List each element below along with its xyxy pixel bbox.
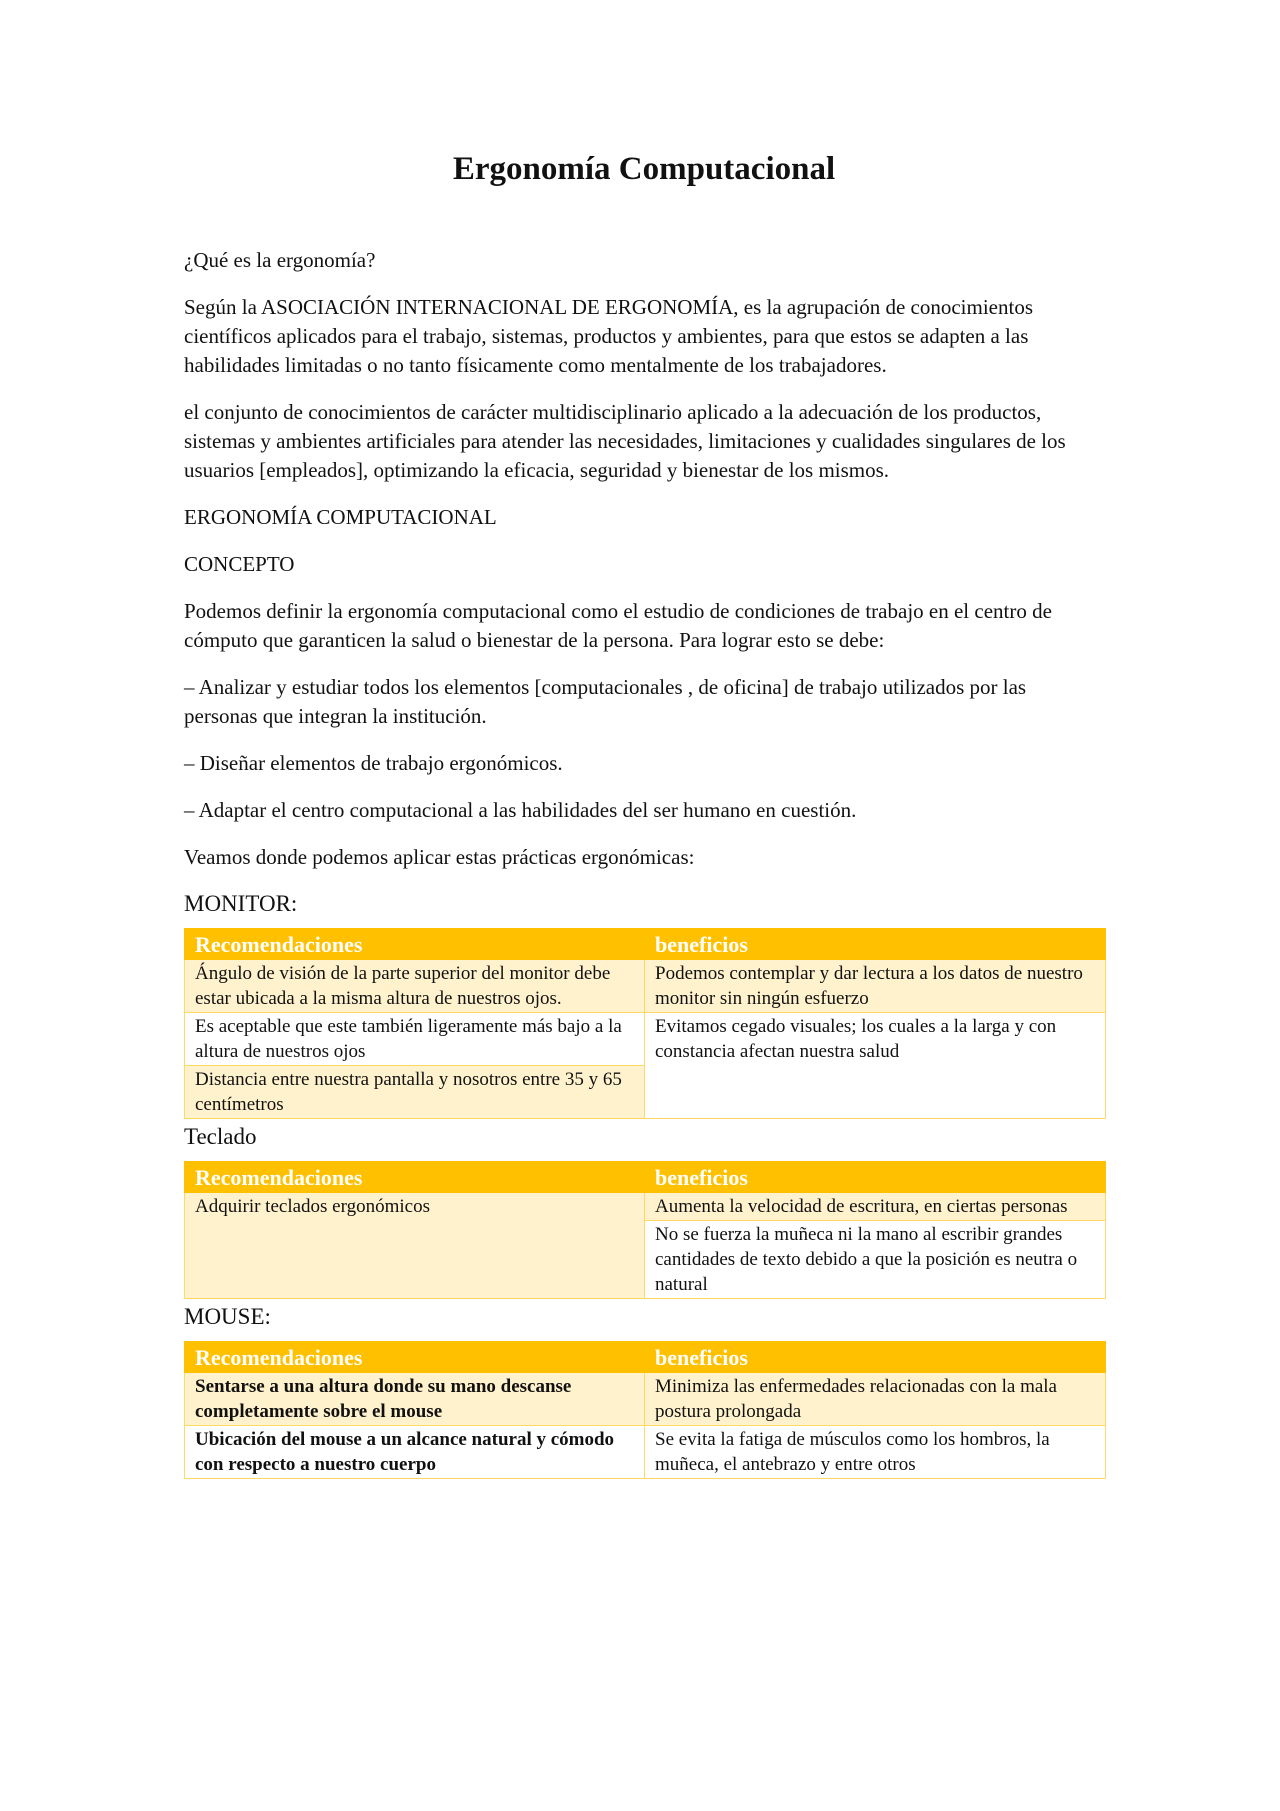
table-cell: Distancia entre nuestra pantalla y nosotros entre 35 y 65 centímetros [185, 1065, 645, 1118]
table-cell: Minimiza las enfermedades relacionadas con la mala postura prolongada [645, 1372, 1106, 1425]
mouse-table [184, 1341, 1106, 1479]
table-cell: Es aceptable que este también ligeramente más bajo a la altura de nuestros ojos [185, 1012, 645, 1065]
table-row [185, 1425, 1106, 1478]
table-cell: Ubicación del mouse a un alcance natural y cómodo con respecto a nuestro cuerpo [185, 1425, 645, 1478]
header-recomendaciones: Recomendaciones [185, 928, 645, 959]
document-page [184, 150, 1104, 1479]
document-title: Ergonomía Computacional [452, 151, 836, 187]
table-header-row [185, 928, 1106, 959]
bullet-item-2: – Diseñar elementos de trabajo ergonómicos. [184, 750, 563, 775]
table-cell: Aumenta la velocidad de escritura, en ciertas personas [645, 1192, 1106, 1220]
teclado-label: Teclado [184, 1123, 257, 1149]
header-recomendaciones: Recomendaciones [185, 1161, 645, 1192]
table-row [185, 1372, 1106, 1425]
table-header-row [185, 1341, 1106, 1372]
monitor-table [184, 928, 1106, 1119]
bullet-item-3: – Adaptar el centro computacional a las habilidades del ser humano en cuestión. [184, 797, 857, 822]
section-heading-concepto: CONCEPTO [184, 551, 295, 576]
table-cell: Adquirir teclados ergonómicos [185, 1192, 645, 1298]
table-header-row [185, 1161, 1106, 1192]
table-cell: Se evita la fatiga de músculos como los hombros, la muñeca, el antebrazo y entre otros [645, 1425, 1106, 1478]
definition-paragraph-2: el conjunto de conocimientos de carácter multidisciplinario aplicado a la adecuación de los productos, sistemas y ambientes artificiales para atender las necesidades, limitaciones y cualidades singulares de los usuarios [empleados], optimizando la eficacia, seguridad y bienestar de los mismos. [184, 399, 1066, 482]
bullet-item-1: – Analizar y estudiar todos los elementos [computacionales , de oficina] de trabajo utilizados por las personas que integran la institución. [184, 674, 1027, 728]
teclado-table [184, 1161, 1106, 1299]
table-cell: No se fuerza la muñeca ni la mano al escribir grandes cantidades de texto debido a que la posición es neutra o natural [645, 1220, 1106, 1298]
definition-paragraph-1: Según la ASOCIACIÓN INTERNACIONAL DE ERGONOMÍA, es la agrupación de conocimientos científicos aplicados para el trabajo, sistemas, productos y ambientes, para que estos se adapten a las habilidades limitadas o no tanto físicamente como mentalmente de los trabajadores. [184, 294, 1034, 377]
concept-paragraph: Podemos definir la ergonomía computacional como el estudio de condiciones de trabajo en el centro de cómputo que garanticen la salud o bienestar de la persona. Para lograr esto se debe: [184, 598, 1052, 652]
header-recomendaciones: Recomendaciones [185, 1341, 645, 1372]
section-heading-ergonomia-computacional: ERGONOMÍA COMPUTACIONAL [184, 504, 497, 529]
question-heading: ¿Qué es la ergonomía? [184, 247, 376, 272]
table-cell: Ángulo de visión de la parte superior del monitor debe estar ubicada a la misma altura de nuestros ojos. [185, 959, 645, 1012]
table-row [185, 1012, 1106, 1065]
mouse-label: MOUSE: [184, 1303, 271, 1329]
header-beneficios: beneficios [645, 1161, 1106, 1192]
table-row [185, 1192, 1106, 1220]
table-cell: Evitamos cegado visuales; los cuales a la larga y con constancia afectan nuestra salud [645, 1012, 1106, 1118]
intro-paragraph: Veamos donde podemos aplicar estas prácticas ergonómicas: [184, 844, 695, 869]
table-row [185, 959, 1106, 1012]
table-cell: Sentarse a una altura donde su mano descanse completamente sobre el mouse [185, 1372, 645, 1425]
header-beneficios: beneficios [645, 928, 1106, 959]
monitor-label: MONITOR: [184, 890, 298, 916]
header-beneficios: beneficios [645, 1341, 1106, 1372]
table-cell: Podemos contemplar y dar lectura a los datos de nuestro monitor sin ningún esfuerzo [645, 959, 1106, 1012]
